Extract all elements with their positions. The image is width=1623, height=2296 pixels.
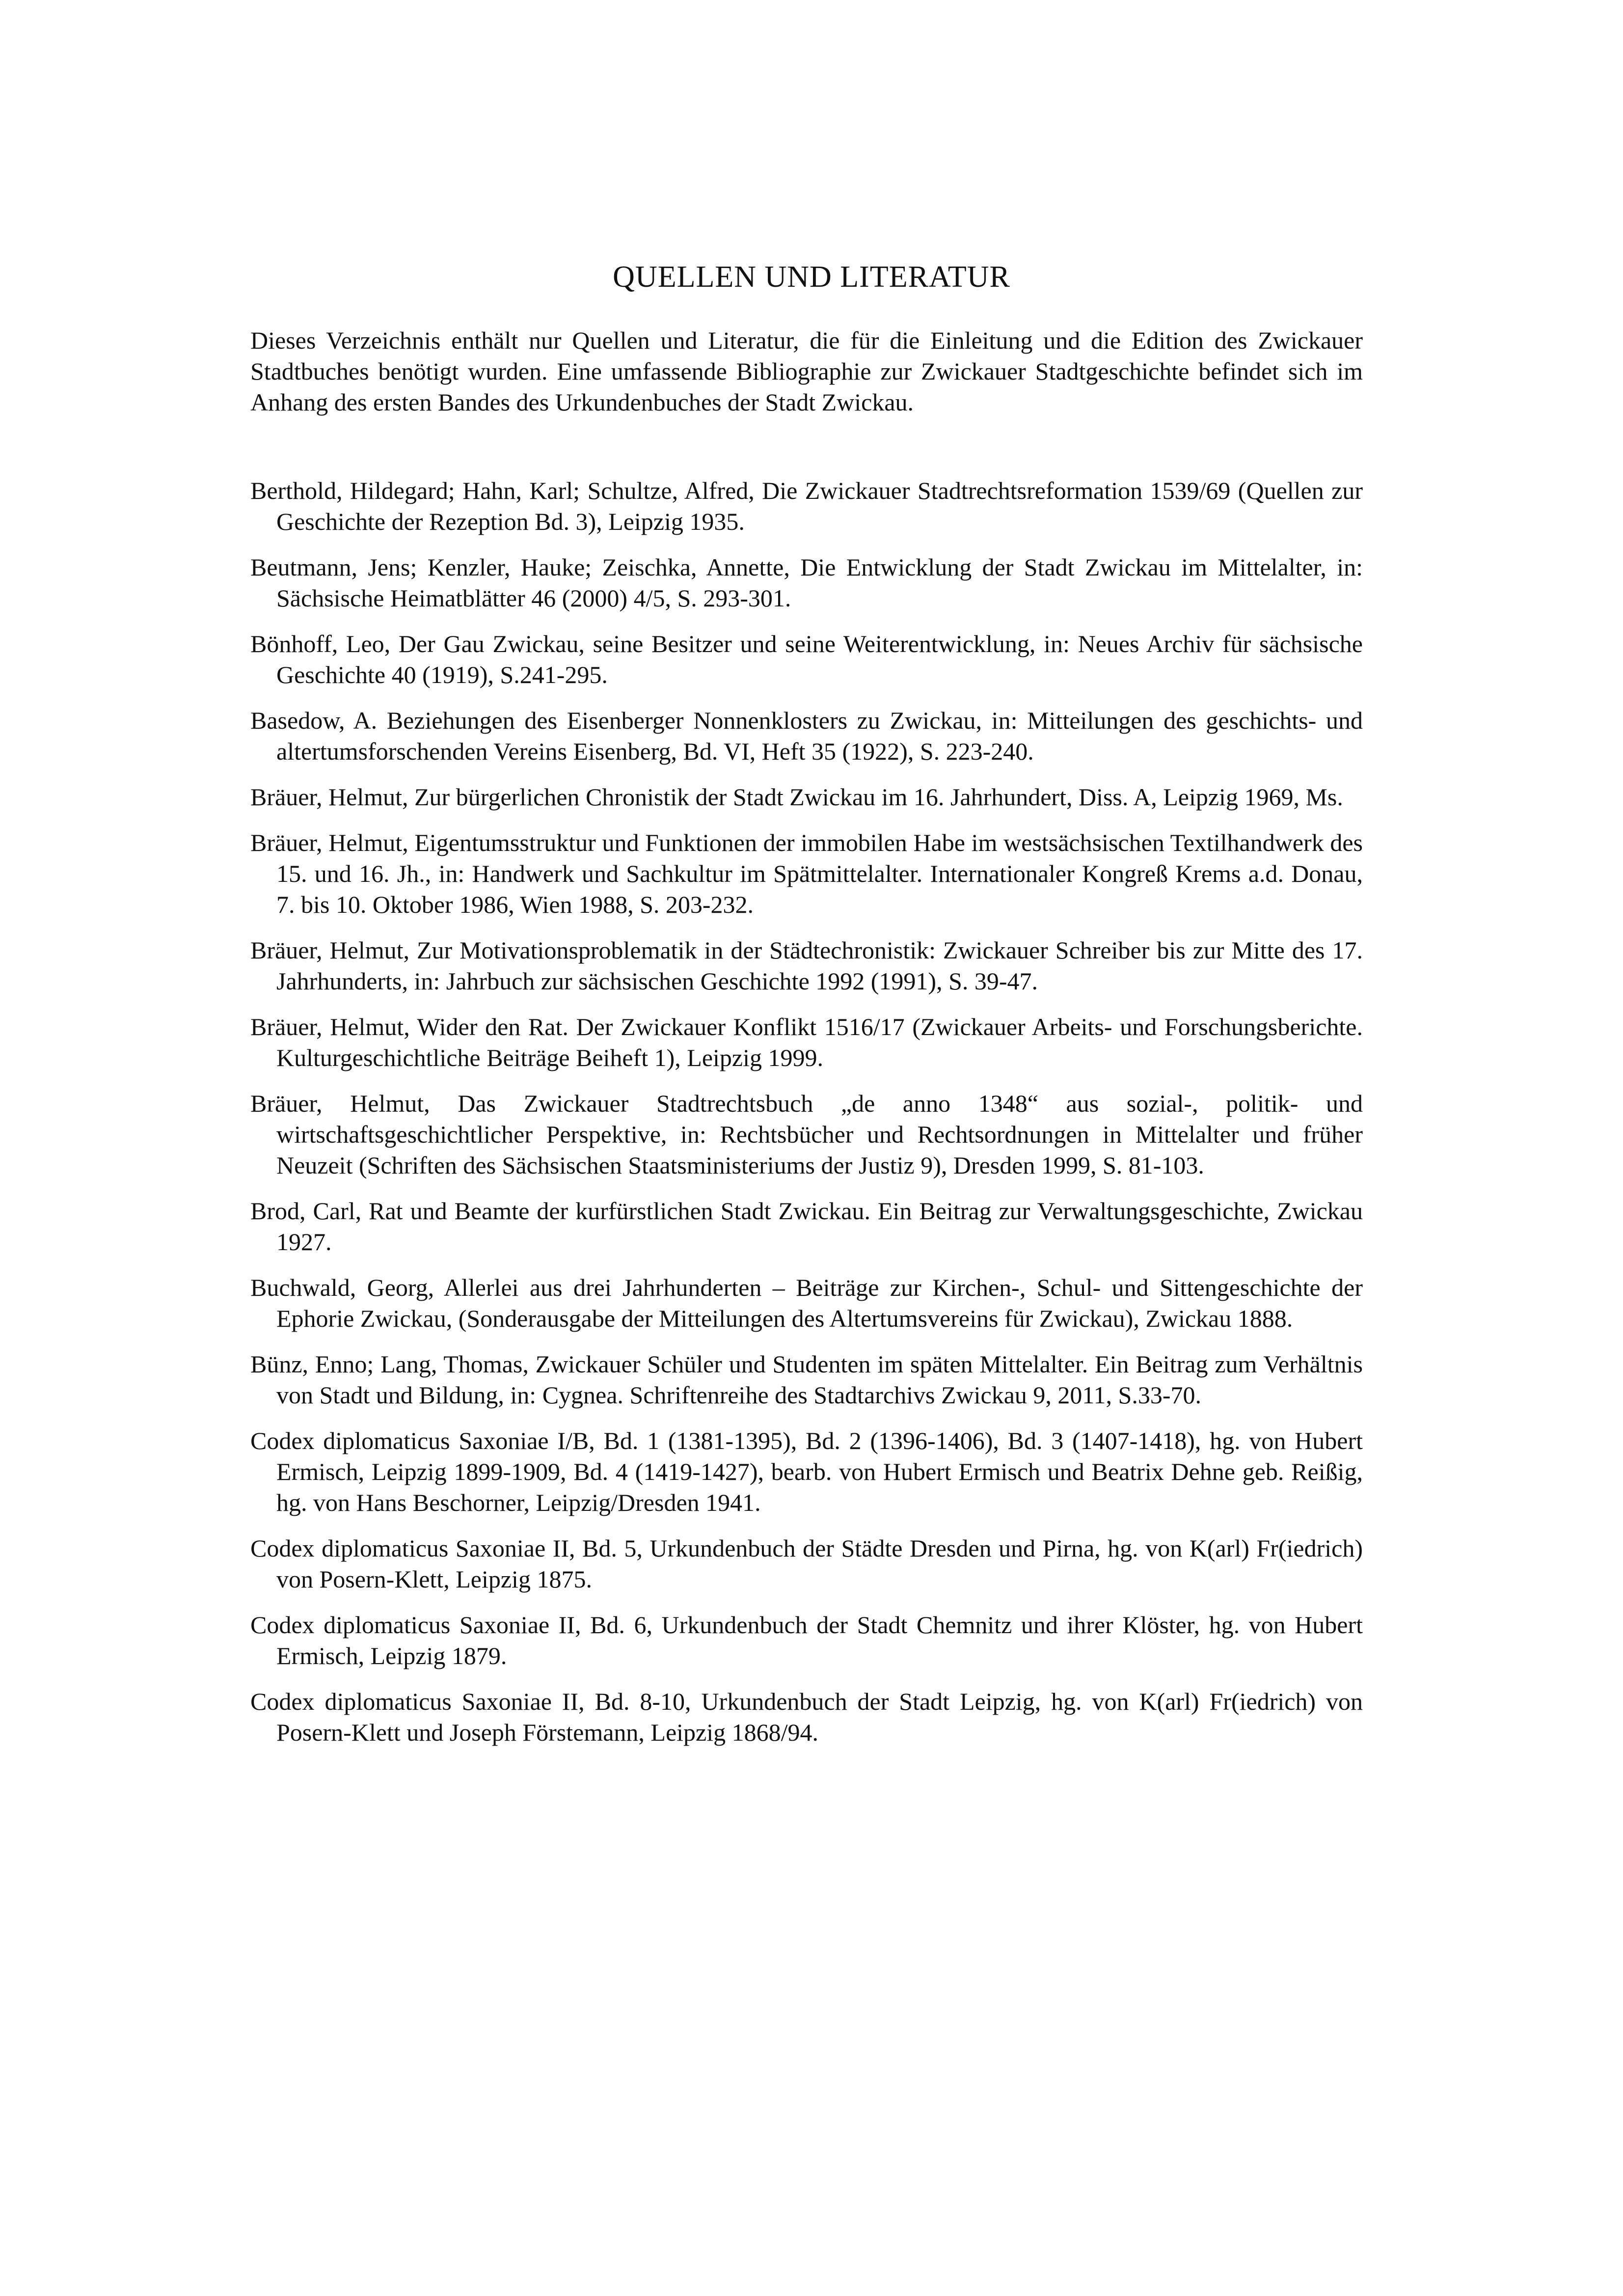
- bibliography-entry: Bräuer, Helmut, Das Zwickauer Stadtrechtsbuch „de anno 1348“ aus sozial-, politik- und wirtschaftsgeschichtlicher Perspektive, in: Rechtsbücher und Rechtsordnungen in Mittelalter und früher Neuzeit (Schriften des Sächsischen Staatsministeriums der Justiz 9), Dresden 1999, S. 81-103.: [250, 1090, 1363, 1179]
- bibliography-entry: Berthold, Hildegard; Hahn, Karl; Schultze, Alfred, Die Zwickauer Stadtrechtsreformation 1539/69 (Quellen zur Geschichte der Rezeption Bd. 3), Leipzig 1935.: [250, 477, 1363, 535]
- bibliography-entry: Codex diplomaticus Saxoniae I/B, Bd. 1 (1381-1395), Bd. 2 (1396-1406), Bd. 3 (1407-1418), hg. von Hubert Ermisch, Leipzig 1899-1909, Bd. 4 (1419-1427), bearb. von Hubert Ermisch und Beatrix Dehne geb. Reißig, hg. von Hans Beschorner, Leipzig/Dresden 1941.: [250, 1427, 1363, 1516]
- bibliography-entry: Codex diplomaticus Saxoniae II, Bd. 6, Urkundenbuch der Stadt Chemnitz und ihrer Klöster, hg. von Hubert Ermisch, Leipzig 1879.: [250, 1611, 1363, 1669]
- bibliography-entry: Beutmann, Jens; Kenzler, Hauke; Zeischka, Annette, Die Entwicklung der Stadt Zwickau im Mittelalter, in: Sächsische Heimatblätter 46 (2000) 4/5, S. 293-301.: [250, 553, 1363, 612]
- bibliography-entry: Bünz, Enno; Lang, Thomas, Zwickauer Schüler und Studenten im späten Mittelalter. Ein Beitrag zum Verhältnis von Stadt und Bildung, in: Cygnea. Schriftenreihe des Stadtarchivs Zwickau 9, 2011, S.33-70.: [250, 1350, 1363, 1409]
- bibliography-list: [250, 475, 1363, 1763]
- intro-paragraph: Dieses Verzeichnis enthält nur Quellen und Literatur, die für die Einleitung und die Edition des Zwickauer Stadtbuches benötigt wurden. Eine umfassende Bibliographie zur Zwickauer Stadtgeschichte befindet sich im Anhang des ersten Bandes des Urkundenbuches der Stadt Zwickau.: [250, 327, 1363, 416]
- bibliography-entry: Bräuer, Helmut, Zur bürgerlichen Chronistik der Stadt Zwickau im 16. Jahrhundert, Diss. A, Leipzig 1969, Ms.: [250, 783, 1343, 811]
- bibliography-entry: Bräuer, Helmut, Zur Motivationsproblematik in der Städtechronistik: Zwickauer Schreiber bis zur Mitte des 17. Jahrhunderts, in: Jahrbuch zur sächsischen Geschichte 1992 (1991), S. 39-47.: [250, 936, 1363, 995]
- bibliography-entry: Bräuer, Helmut, Eigentumsstruktur und Funktionen der immobilen Habe im westsächsischen Textilhandwerk des 15. und 16. Jh., in: Handwerk und Sachkultur im Spätmittelalter. Internationaler Kongreß Krems a.d. Donau, 7. bis 10. Oktober 1986, Wien 1988, S. 203-232.: [250, 829, 1363, 918]
- bibliography-entry: Bräuer, Helmut, Wider den Rat. Der Zwickauer Konflikt 1516/17 (Zwickauer Arbeits- und Forschungsberichte. Kulturgeschichtliche Beiträge Beiheft 1), Leipzig 1999.: [250, 1013, 1363, 1071]
- bibliography-entry: Basedow, A. Beziehungen des Eisenberger Nonnenklosters zu Zwickau, in: Mitteilungen des geschichts- und altertumsforschenden Vereins Eisenberg, Bd. VI, Heft 35 (1922), S. 223-240.: [250, 707, 1363, 765]
- bibliography-entry: Codex diplomaticus Saxoniae II, Bd. 5, Urkundenbuch der Städte Dresden und Pirna, hg. von K(arl) Fr(iedrich) von Posern-Klett, Leipzig 1875.: [250, 1534, 1363, 1593]
- bibliography-entry: Brod, Carl, Rat und Beamte der kurfürstlichen Stadt Zwickau. Ein Beitrag zur Verwaltungsgeschichte, Zwickau 1927.: [250, 1197, 1363, 1256]
- bibliography-entry: Bönhoff, Leo, Der Gau Zwickau, seine Besitzer und seine Weiterentwicklung, in: Neues Archiv für sächsische Geschichte 40 (1919), S.241-295.: [250, 630, 1363, 688]
- bibliography-entry: Codex diplomaticus Saxoniae II, Bd. 8-10, Urkundenbuch der Stadt Leipzig, hg. von K(arl) Fr(iedrich) von Posern-Klett und Joseph Förstemann, Leipzig 1868/94.: [250, 1688, 1363, 1746]
- bibliography-entry: Buchwald, Georg, Allerlei aus drei Jahrhunderten – Beiträge zur Kirchen-, Schul- und Sittengeschichte der Ephorie Zwickau, (Sonderausgabe der Mitteilungen des Altertumsvereins für Zwickau), Zwickau 1888.: [250, 1274, 1363, 1332]
- page-title: QUELLEN UND LITERATUR: [613, 260, 1010, 294]
